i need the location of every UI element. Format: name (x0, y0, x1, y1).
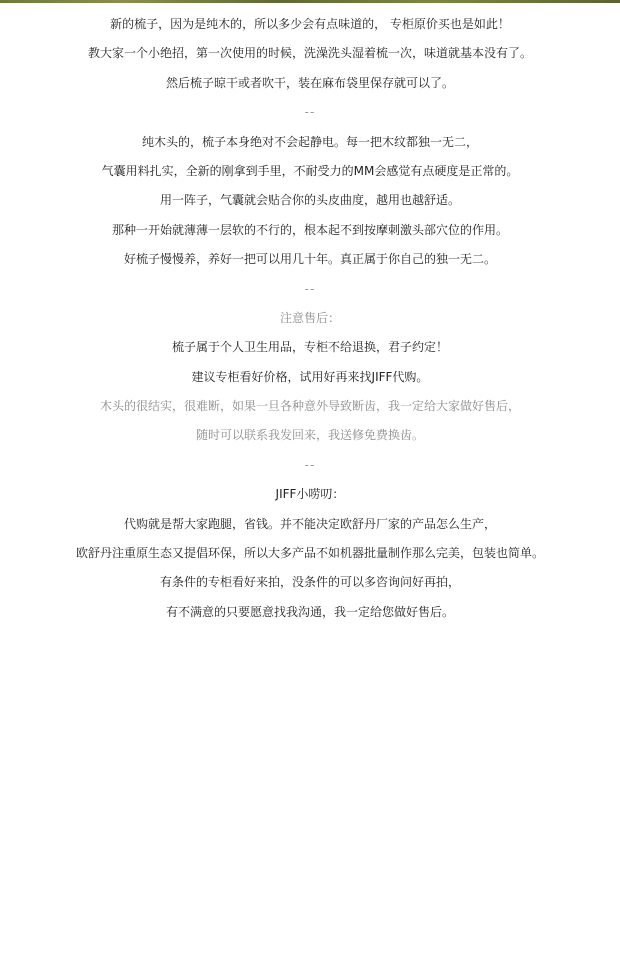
section1-line: 教大家一个小绝招，第一次使用的时候，洗澡洗头湿着梳一次，味道就基本没有了。 (87, 46, 532, 61)
section3-muted-line: 木头的很结实，很难断，如果一旦各种意外导致断齿，我一定给大家做好售后， (99, 399, 520, 414)
separator: -- (304, 105, 316, 120)
top-image-strip (0, 0, 620, 3)
section2-line: 那种一开始就薄薄一层软的不行的，根本起不到按摩刺激头部穴位的作用。 (111, 222, 508, 237)
description-text-block (0, 10, 620, 627)
section4-line: 欧舒丹注重原生态又提倡环保，所以大多产品不如机器批量制作那么完美，包装也简单。 (75, 546, 544, 561)
section4-line: 代购就是帮大家跑腿，省钱。并不能决定欧舒丹厂家的产品怎么生产， (123, 516, 496, 531)
section3-line: 梳子属于个人卫生用品，专柜不给退换，君子约定！ (171, 340, 448, 355)
separator: -- (304, 281, 316, 296)
section1-line: 新的梳子，因为是纯木的，所以多少会有点味道的， 专柜原价买也是如此！ (110, 17, 510, 31)
section2-line: 用一阵子，气囊就会贴合你的头皮曲度，越用也越舒适。 (159, 193, 460, 208)
section3-muted-line: 随时可以联系我发回来，我送修免费换齿。 (195, 428, 424, 443)
after-sales-heading: 注意售后： (279, 310, 340, 325)
jiff-notes-heading: JIFF小唠叨： (275, 487, 345, 502)
section3-line: 建议专柜看好价格，试用好再来找JIFF代购。 (191, 369, 429, 384)
separator: -- (304, 457, 316, 472)
section2-line: 气囊用料扎实，全新的刚拿到手里，不耐受力的MM会感觉有点硬度是正常的。 (101, 163, 519, 178)
section2-line: 纯木头的，梳子本身绝对不会起静电。每一把木纹都独一无二， (141, 134, 478, 149)
section4-line: 有条件的专柜看好来拍，没条件的可以多咨询问好再拍， (159, 575, 460, 590)
section4-line: 有不满意的只要愿意找我沟通，我一定给您做好售后。 (165, 604, 454, 619)
section1-line: 然后梳子晾干或者吹干，装在麻布袋里保存就可以了。 (165, 75, 454, 90)
section2-line: 好梳子慢慢养，养好一把可以用几十年。真正属于你自己的独一无二。 (123, 252, 496, 267)
